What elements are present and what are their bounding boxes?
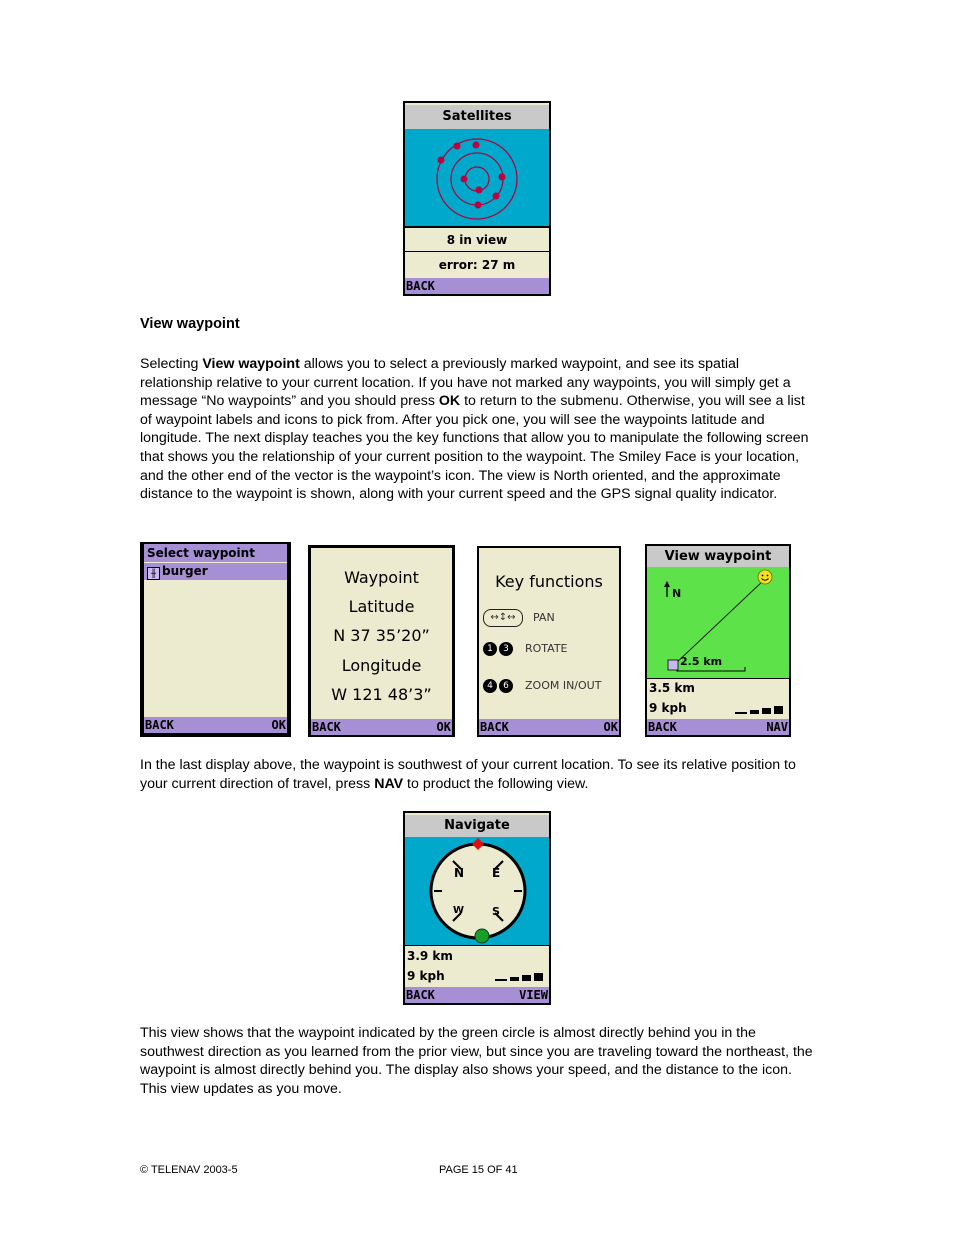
scale-label: 2.5 km bbox=[680, 655, 723, 668]
key-1-icon: 1 bbox=[483, 642, 497, 656]
compass-dial bbox=[405, 837, 549, 945]
satellite-sky-view bbox=[405, 129, 549, 226]
ok-softkey[interactable]: OK bbox=[436, 720, 451, 734]
longitude-value: W 121 48’3” bbox=[331, 685, 432, 704]
paragraph-navigate: This view shows that the waypoint indicated by the green circle is almost directly behind you in the southwest direction as you learned from the prior view, but since you are traveling toward the northeast, the waypoint is almost directly behind you. The display also shows your speed, and the distance to the icon. This view updates as you move. bbox=[140, 1025, 813, 1097]
key-6-icon: 6 bbox=[499, 679, 513, 693]
key-functions-title: Key functions bbox=[495, 572, 603, 591]
pan-row bbox=[483, 609, 619, 629]
zoom-row bbox=[483, 679, 619, 699]
ok-softkey[interactable]: OK bbox=[271, 718, 286, 732]
north-label: N bbox=[672, 587, 682, 600]
select-waypoint-title: Select waypoint bbox=[144, 544, 287, 562]
footer-copyright: © TELENAV 2003-5 bbox=[140, 1164, 238, 1176]
satellites-screen bbox=[403, 101, 551, 296]
navigate-screen bbox=[403, 811, 551, 1005]
waypoint-list-item[interactable] bbox=[144, 563, 287, 580]
longitude-label: Longitude bbox=[341, 656, 422, 675]
key-functions-softkey-bar bbox=[479, 719, 619, 735]
distance-readout: 3.9 km bbox=[407, 949, 453, 963]
navigate-title: Navigate bbox=[405, 815, 549, 837]
latitude-label: Latitude bbox=[348, 597, 415, 616]
latitude-value: N 37 35’20” bbox=[333, 626, 430, 645]
paragraph-view-waypoint: Selecting View waypoint allows you to select a previously marked waypoint, and see its spatial relationship relative to your current location. If you have not marked any waypoints, you will simply get a message “No waypoints” and you should press OK to return to the submenu. Otherwise, you will see a list of waypoint labels and icons to pick from. After you pick one, you will see the waypoints latitude and longitude. The next display teaches you the key functions that allow you to manipulate the following screen that shows you the relationship of your current position to the waypoint. The Smiley Face is your location, and the other end of the vector is the waypoint’s icon. The view is North oriented, and the approximate distance to the waypoint is shown, along with your current speed and the GPS signal quality indicator. bbox=[140, 356, 809, 503]
waypoint-map bbox=[647, 567, 789, 678]
pan-label: PAN bbox=[533, 611, 555, 624]
rotate-label: ROTATE bbox=[525, 642, 568, 655]
navigate-softkey-bar bbox=[405, 987, 549, 1003]
back-softkey[interactable]: BACK bbox=[406, 279, 435, 293]
key-functions-screen bbox=[477, 546, 621, 737]
compass-n-label: N bbox=[454, 866, 465, 880]
back-softkey[interactable]: BACK bbox=[145, 718, 174, 732]
rotate-row bbox=[483, 642, 619, 662]
waypoint-marker-icon bbox=[475, 929, 489, 943]
compass-view bbox=[405, 837, 549, 945]
compass-w-label: W bbox=[453, 905, 465, 916]
nav-softkey[interactable]: NAV bbox=[766, 720, 788, 734]
select-waypoint-screen bbox=[140, 542, 291, 737]
signal-quality-icon bbox=[495, 972, 543, 981]
waypoint-label: Waypoint bbox=[344, 568, 419, 587]
satellites-error: error: 27 m bbox=[438, 258, 516, 272]
back-softkey[interactable]: BACK bbox=[406, 988, 435, 1002]
zoom-label: ZOOM IN/OUT bbox=[525, 679, 602, 692]
view-waypoint-screen bbox=[645, 544, 791, 737]
waypoint-info-screen bbox=[308, 545, 455, 737]
back-softkey[interactable]: BACK bbox=[480, 720, 509, 734]
waypoint-info-softkey-bar bbox=[311, 719, 452, 735]
distance-readout: 3.5 km bbox=[649, 681, 695, 695]
ok-softkey[interactable]: OK bbox=[603, 720, 618, 734]
back-softkey[interactable]: BACK bbox=[648, 720, 677, 734]
speed-readout: 9 kph bbox=[649, 701, 687, 715]
footer-page-number: PAGE 15 OF 41 bbox=[439, 1164, 518, 1176]
speed-readout: 9 kph bbox=[407, 969, 445, 983]
waypoint-item-label: burger bbox=[162, 564, 208, 578]
satellites-in-view: 8 in view bbox=[446, 233, 508, 247]
compass-e-label: E bbox=[492, 866, 501, 880]
satellites-title: Satellites bbox=[405, 105, 549, 129]
view-waypoint-title: View waypoint bbox=[647, 546, 789, 567]
burger-icon: ╫ bbox=[147, 567, 160, 580]
paragraph-nav: In the last display above, the waypoint is southwest of your current location. To see its relative position to your current direction of travel, press NAV to product the following view. bbox=[140, 757, 796, 792]
signal-quality-icon bbox=[735, 705, 783, 714]
view-softkey[interactable]: VIEW bbox=[519, 988, 548, 1002]
satellite-orbit-chart bbox=[405, 129, 549, 226]
satellites-softkey-bar bbox=[405, 278, 549, 294]
compass-s-label: S bbox=[492, 905, 500, 918]
select-waypoint-softkey-bar bbox=[144, 717, 287, 733]
dpad-icon: ↔↕↔ bbox=[483, 609, 523, 627]
key-4-icon: 4 bbox=[483, 679, 497, 693]
section-heading: View waypoint bbox=[140, 316, 240, 332]
key-3-icon: 3 bbox=[499, 642, 513, 656]
back-softkey[interactable]: BACK bbox=[312, 720, 341, 734]
view-waypoint-softkey-bar bbox=[647, 719, 789, 735]
